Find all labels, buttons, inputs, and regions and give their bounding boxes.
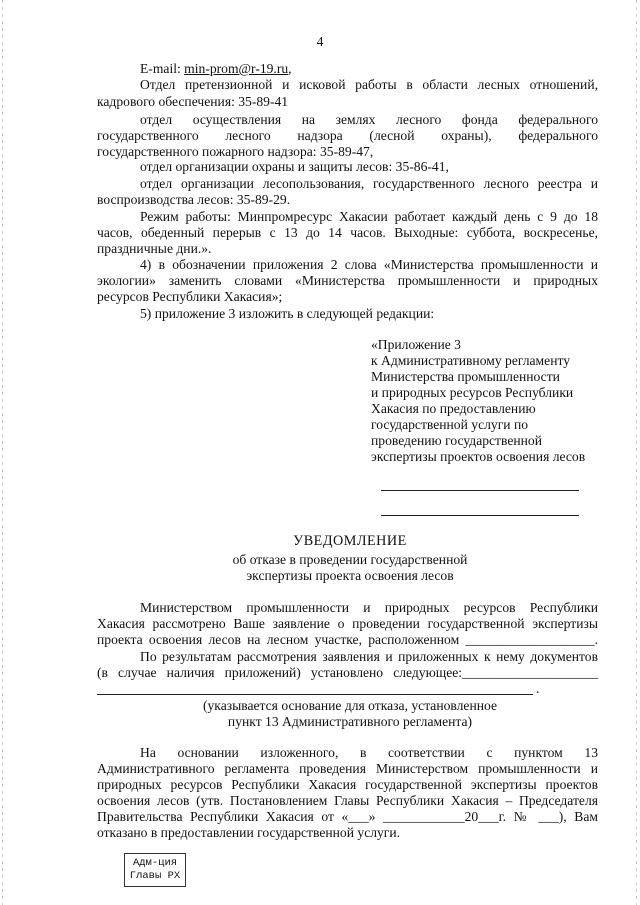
stamp-line: Адм-ция bbox=[132, 857, 178, 869]
appendix-line: «Приложение 3 bbox=[371, 337, 461, 352]
appendix-line: и природных ресурсов Республики bbox=[371, 385, 574, 400]
text-line: отдел организации охраны и защиты лесов: 35-86-41, bbox=[140, 159, 449, 174]
notice-subtitle: экспертизы проекта освоения лесов bbox=[246, 568, 454, 583]
text-line: 5) приложение 3 изложить в следующей редакции: bbox=[140, 306, 435, 321]
scan-edge-right bbox=[636, 0, 637, 905]
blank-line bbox=[381, 490, 579, 491]
body-line: освоения лесов (утв. Постановлением Главы Республики Хакасия – Председателя bbox=[97, 793, 598, 808]
email-link[interactable]: min-prom@r-19.ru bbox=[184, 61, 289, 76]
scan-edge-left bbox=[2, 0, 3, 905]
text-line: государственного пожарного надзора: 35-89-47, bbox=[97, 144, 374, 159]
body-line: По результатам рассмотрения заявления и приложенных к нему документов bbox=[140, 649, 598, 664]
appendix-line: Министерства промышленности bbox=[371, 369, 560, 384]
stamp-line: Главы РХ bbox=[129, 870, 181, 882]
page-number: 4 bbox=[316, 34, 324, 49]
blank-line bbox=[381, 515, 579, 516]
body-line: Административного регламента проведения Министерством промышленности и bbox=[97, 761, 598, 776]
text-line: государственного лесного надзора (лесной охраны), федерального bbox=[97, 128, 598, 143]
email-line bbox=[140, 60, 292, 77]
body-line: проекта освоения лесов на лесном участке, расположенном ___________________. bbox=[97, 632, 598, 647]
body-line: Министерством промышленности и природных ресурсов Республики bbox=[140, 600, 598, 615]
footnote-line: пункт 13 Административного регламента) bbox=[227, 714, 473, 729]
body-line: отказано в предоставлении государственной услуги. bbox=[97, 825, 401, 840]
text-line: праздничные дни.». bbox=[97, 241, 212, 256]
text-line: Режим работы: Минпромресурс Хакасии работает каждый день с 9 до 18 bbox=[140, 209, 598, 224]
appendix-line: экспертизы проектов освоения лесов bbox=[371, 449, 586, 464]
body-line: Хакасия рассмотрено Ваше заявление о проведении государственной экспертизы bbox=[97, 616, 598, 631]
blank-line bbox=[97, 694, 533, 695]
body-line: (в случае наличия приложений) установлено следующее:____________________ bbox=[97, 665, 598, 680]
appendix-line: к Административному регламенту bbox=[371, 353, 571, 368]
text-line: воспроизводства лесов: 35-89-29. bbox=[97, 192, 291, 207]
text-line: отдел организации лесопользования, государственного лесного реестра и bbox=[140, 176, 598, 191]
appendix-line: проведению государственной bbox=[371, 433, 542, 448]
email-label: E-mail: bbox=[140, 61, 185, 76]
notice-subtitle: об отказе в проведении государственной bbox=[232, 552, 468, 567]
registration-stamp bbox=[124, 853, 186, 887]
body-line: природных ресурсов Республики Хакасия государственной экспертизы проектов bbox=[97, 777, 598, 792]
email-tail: , bbox=[288, 61, 292, 76]
text-line: часов, обеденный перерыв с 13 до 14 часов. Выходные: суббота, воскресенье, bbox=[97, 225, 598, 240]
text-line: Отдел претензионной и исковой работы в области лесных отношений, bbox=[140, 77, 598, 92]
body-line: Правительства Республики Хакасия от «___» ____________20___г. № ___), Вам bbox=[97, 809, 598, 824]
text-line: кадрового обеспечения: 35-89-41 bbox=[97, 94, 289, 109]
appendix-line: государственной услуги по bbox=[371, 417, 529, 432]
text-line: 4) в обозначении приложения 2 слова «Министерства промышленности и bbox=[140, 257, 598, 272]
body-line: На основании изложенного, в соответствии с пунктом 13 bbox=[140, 745, 598, 760]
footnote-line: (указывается основание для отказа, установленное bbox=[202, 698, 498, 713]
blank-line-end: . bbox=[536, 681, 540, 696]
notice-title: УВЕДОМЛЕНИЕ bbox=[293, 533, 407, 549]
text-line: отдел осуществления на землях лесного фонда федерального bbox=[140, 112, 598, 127]
text-line: экологии» заменить словами «Министерства промышленности и природных bbox=[97, 273, 598, 288]
appendix-line: Хакасия по предоставлению bbox=[371, 401, 536, 416]
text-line: ресурсов Республики Хакасия»; bbox=[97, 289, 283, 304]
